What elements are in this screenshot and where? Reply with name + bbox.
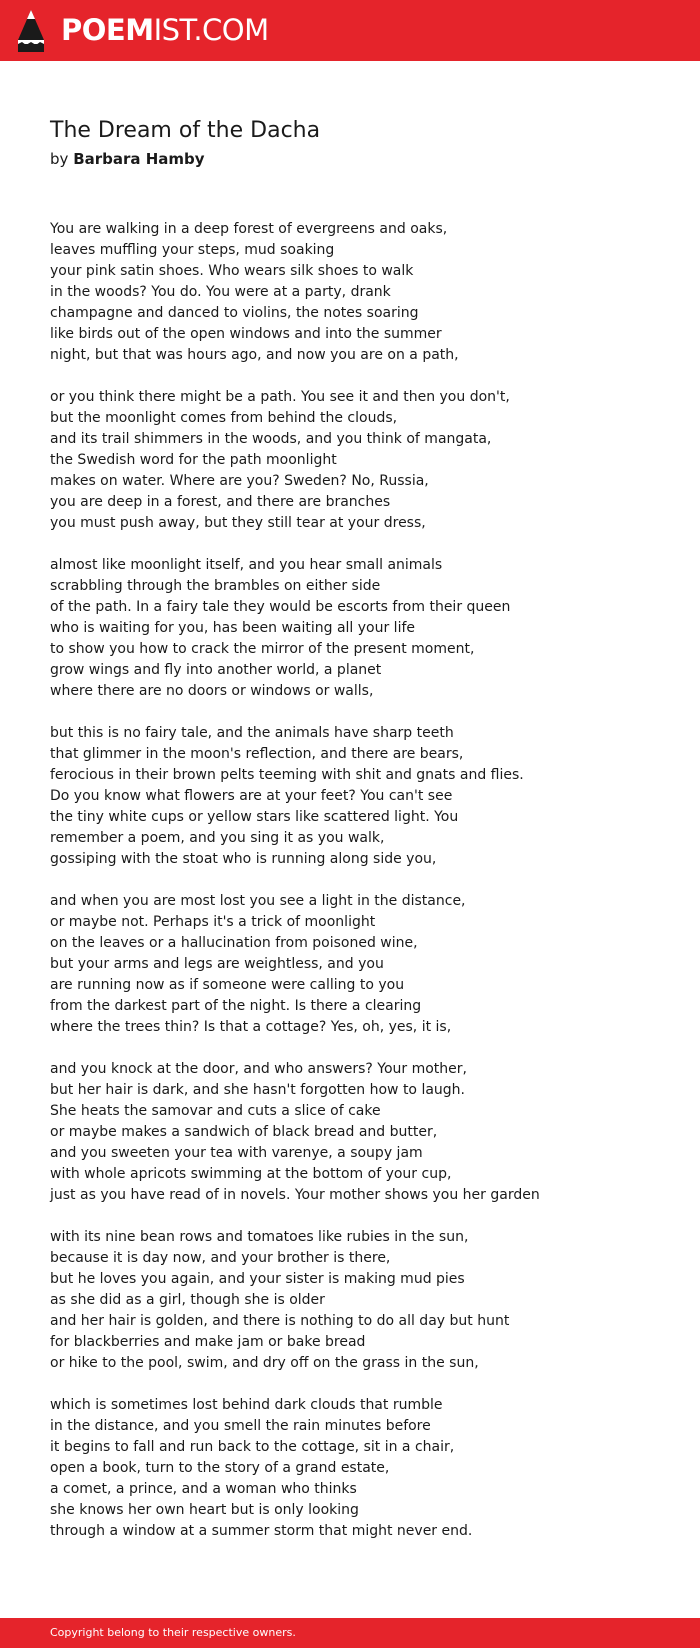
poem-stanza <box>50 1395 670 1542</box>
pencil-tip-icon[interactable] <box>18 10 44 52</box>
poem-line: which is sometimes lost behind dark clouds that rumble <box>50 1397 443 1413</box>
poem-line: a comet, a prince, and a woman who thinks <box>50 1481 357 1497</box>
poem-line: or hike to the pool, swim, and dry off on the grass in the sun, <box>50 1355 479 1371</box>
poem-line: with its nine bean rows and tomatoes like rubies in the sun, <box>50 1229 469 1245</box>
poem-stanza <box>50 723 670 870</box>
poem-line: leaves muffling your steps, mud soaking <box>50 242 335 258</box>
site-logo[interactable] <box>61 12 269 48</box>
poem-line: but the moonlight comes from behind the clouds, <box>50 410 398 426</box>
poem-line: who is waiting for you, has been waiting all your life <box>50 620 416 636</box>
poem-line: in the woods? You do. You were at a party, drank <box>50 284 391 300</box>
poem-line: scrabbling through the brambles on either side <box>50 578 381 594</box>
poem-stanza <box>50 219 670 366</box>
poem-line: where there are no doors or windows or walls, <box>50 683 374 699</box>
poem-line: are running now as if someone were calling to you <box>50 977 405 993</box>
poem-line: and you sweeten your tea with varenye, a soupy jam <box>50 1145 423 1161</box>
poem-line: the tiny white cups or yellow stars like scattered light. You <box>50 809 459 825</box>
poem-line: for blackberries and make jam or bake bread <box>50 1334 366 1350</box>
poem-line: or maybe makes a sandwich of black bread and butter, <box>50 1124 438 1140</box>
poem-line: to show you how to crack the mirror of the present moment, <box>50 641 475 657</box>
poem-line: because it is day now, and your brother is there, <box>50 1250 391 1266</box>
poem-line: she knows her own heart but is only looking <box>50 1502 359 1518</box>
poem-line: on the leaves or a hallucination from poisoned wine, <box>50 935 418 951</box>
poem-stanza <box>50 1227 670 1374</box>
poem-stanza <box>50 387 670 534</box>
poem-line: just as you have read of in novels. Your mother shows you her garden <box>50 1187 540 1203</box>
poem-stanza <box>50 555 670 702</box>
poem-line: the Swedish word for the path moonlight <box>50 452 337 468</box>
poem-line: but this is no fairy tale, and the animals have sharp teeth <box>50 725 454 741</box>
poem-line: that glimmer in the moon's reflection, and there are bears, <box>50 746 464 762</box>
poem-line: with whole apricots swimming at the bottom of your cup, <box>50 1166 452 1182</box>
poem-line: as she did as a girl, though she is older <box>50 1292 325 1308</box>
poem-line: grow wings and fly into another world, a planet <box>50 662 382 678</box>
poem-line: makes on water. Where are you? Sweden? No, Russia, <box>50 473 429 489</box>
poem-line: champagne and danced to violins, the notes soaring <box>50 305 419 321</box>
poem-line: your pink satin shoes. Who wears silk shoes to walk <box>50 263 414 279</box>
copyright-text: Copyright belong to their respective owners. <box>50 1626 296 1639</box>
by-label: by <box>50 150 69 168</box>
poem-line: but your arms and legs are weightless, and you <box>50 956 384 972</box>
poem-line: you must push away, but they still tear at your dress, <box>50 515 426 531</box>
poem-line: like birds out of the open windows and into the summer <box>50 326 442 342</box>
site-header <box>0 0 700 61</box>
poem-line: and its trail shimmers in the woods, and you think of mangata, <box>50 431 492 447</box>
poem-line: She heats the samovar and cuts a slice of cake <box>50 1103 381 1119</box>
poem-line: gossiping with the stoat who is running along side you, <box>50 851 437 867</box>
poem-line: Do you know what flowers are at your feet? You can't see <box>50 788 453 804</box>
poem-line: You are walking in a deep forest of evergreens and oaks, <box>50 221 448 237</box>
site-footer <box>0 1618 700 1648</box>
poem-line: or maybe not. Perhaps it's a trick of moonlight <box>50 914 376 930</box>
byline <box>50 149 205 169</box>
poem-line: from the darkest part of the night. Is there a clearing <box>50 998 422 1014</box>
poem-line: open a book, turn to the story of a grand estate, <box>50 1460 390 1476</box>
poem-line: but he loves you again, and your sister is making mud pies <box>50 1271 465 1287</box>
poem-line: of the path. In a fairy tale they would be escorts from their queen <box>50 599 511 615</box>
poem-line: in the distance, and you smell the rain minutes before <box>50 1418 431 1434</box>
poem-stanza <box>50 891 670 1038</box>
logo-text-bold: POEM <box>61 13 154 47</box>
poem-line: you are deep in a forest, and there are branches <box>50 494 391 510</box>
poem-author[interactable]: Barbara Hamby <box>73 150 205 168</box>
poem-stanza <box>50 1059 670 1206</box>
poem-line: ferocious in their brown pelts teeming with shit and gnats and flies. <box>50 767 524 783</box>
poem-line: and her hair is golden, and there is nothing to do all day but hunt <box>50 1313 510 1329</box>
poem-line: it begins to fall and run back to the cottage, sit in a chair, <box>50 1439 455 1455</box>
poem-body <box>50 219 670 1563</box>
poem-line: night, but that was hours ago, and now you are on a path, <box>50 347 459 363</box>
poem-line: where the trees thin? Is that a cottage? Yes, oh, yes, it is, <box>50 1019 452 1035</box>
poem-line: remember a poem, and you sing it as you walk, <box>50 830 385 846</box>
poem-line: through a window at a summer storm that might never end. <box>50 1523 473 1539</box>
poem-line: and you knock at the door, and who answers? Your mother, <box>50 1061 467 1077</box>
logo-text-light: IST.COM <box>153 13 269 47</box>
poem-line: almost like moonlight itself, and you hear small animals <box>50 557 443 573</box>
poem-title: The Dream of the Dacha <box>50 118 321 143</box>
poem-line: but her hair is dark, and she hasn't forgotten how to laugh. <box>50 1082 465 1098</box>
poem-line: and when you are most lost you see a light in the distance, <box>50 893 466 909</box>
poem-line: or you think there might be a path. You see it and then you don't, <box>50 389 510 405</box>
